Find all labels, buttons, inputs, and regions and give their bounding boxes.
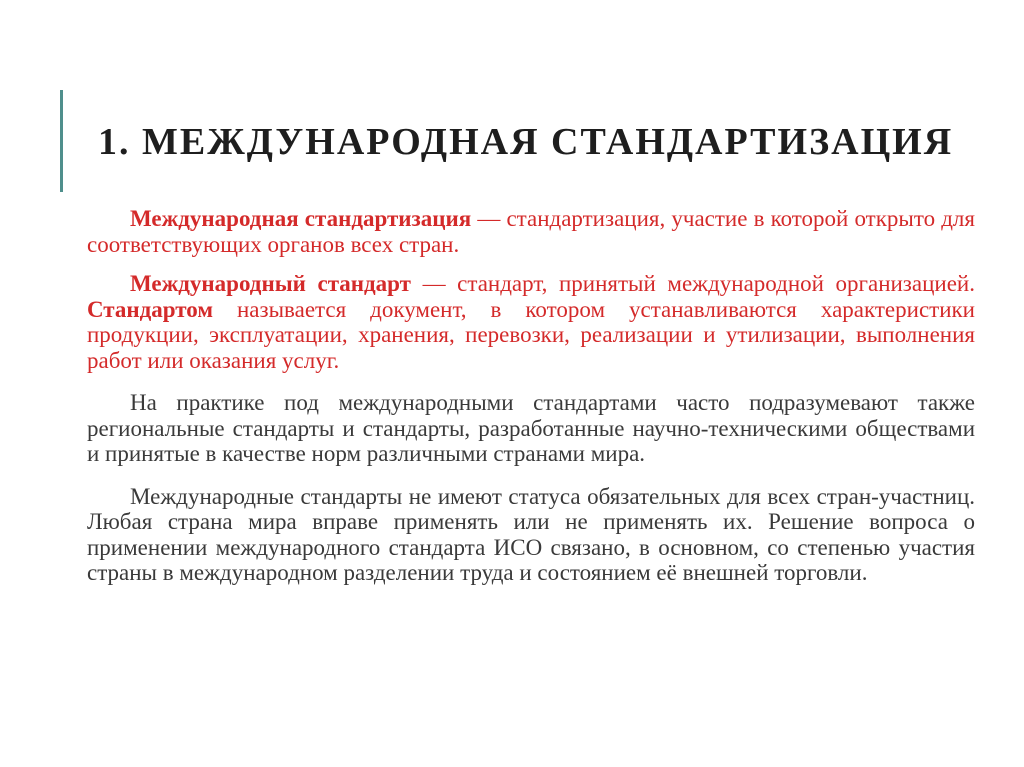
paragraph-practice: На практике под международными стандартами часто подразумевают также региональные стандарты и стандарты, разработанные научно-техническими обществами и принятые в качестве норм различными странами мира.: [87, 390, 975, 466]
definition-text: — стандартизация, участие в которой открыто для соответствующих органов всех стран.: [87, 206, 975, 257]
definition-text-a: — стандарт, принятый международной организацией.: [410, 271, 975, 296]
term-international-standard: Международный стандарт: [130, 271, 411, 296]
accent-bar: [60, 90, 63, 192]
paragraph-status: Международные стандарты не имеют статуса обязательных для всех стран-участниц. Любая страна мира вправе применять или не применять их. Решение вопроса о применении международного стандарта ИСО связано, в основном, со степенью участия страны в международном разделении труда и состоянием её внешней торговли.: [87, 483, 975, 585]
slide-body: [87, 206, 975, 586]
definition-text-b: называется документ, в котором устанавливаются характеристики продукции, эксплуатации, хранения, перевозки, реализации и утилизации, выполнения работ или оказания услуг.: [87, 296, 975, 373]
definition-international-standard: [87, 271, 975, 373]
term-international-standardization: Международная стандартизация: [130, 206, 472, 231]
definition-international-standardization: [87, 206, 975, 257]
term-standard: Стандартом: [87, 296, 213, 322]
slide-title: 1. МЕЖДУНАРОДНАЯ СТАНДАРТИЗАЦИЯ: [98, 121, 954, 163]
